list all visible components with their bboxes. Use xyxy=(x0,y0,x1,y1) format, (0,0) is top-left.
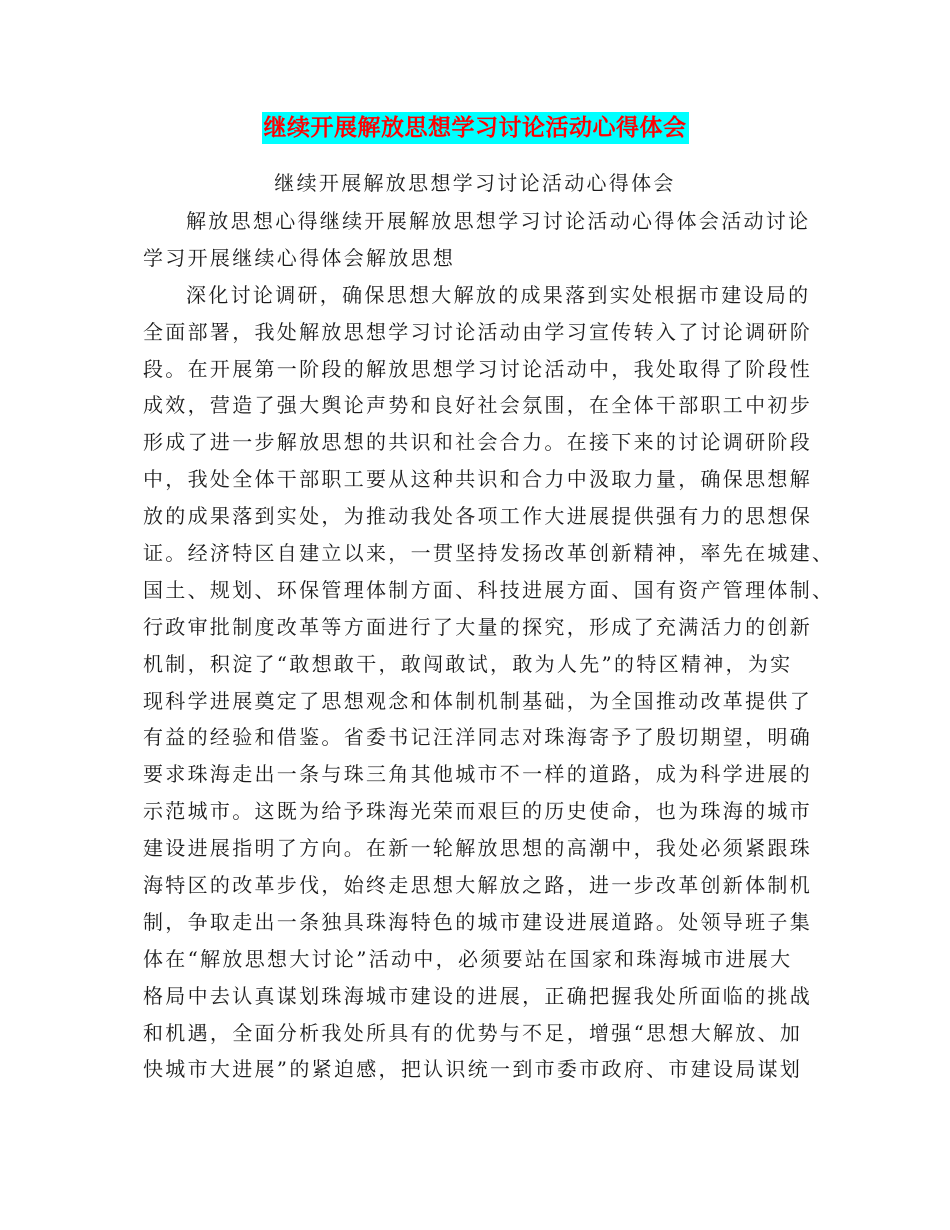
paragraph-line: 成效，营造了强大舆论声势和良好社会氛围，在全体干部职工中初步 xyxy=(143,393,812,418)
keywords-line: 解放思想心得继续开展解放思想学习讨论活动心得体会活动讨论 xyxy=(186,209,811,233)
paragraph-line: 有益的经验和借鉴。省委书记汪洋同志对珠海寄予了殷切期望，明确 xyxy=(143,725,812,750)
paragraph-line: 现科学进展奠定了思想观念和体制机制基础，为全国推动改革提供了 xyxy=(143,688,812,713)
paragraph-line: 国土、规划、环保管理体制方面、科技进展方面、国有资产管理体制、 xyxy=(143,577,835,602)
document-body xyxy=(143,203,835,1088)
paragraph-line: 海特区的改革步伐，始终走思想大解放之路，进一步改革创新体制机 xyxy=(143,873,812,898)
document-title: 继续开展解放思想学习讨论活动心得体会 xyxy=(262,112,689,144)
paragraph-line: 机制，积淀了“敢想敢干，敢闯敢试，敢为人先”的特区精神，为实 xyxy=(143,651,793,676)
paragraph-line: 建设进展指明了方向。在新一轮解放思想的高潮中，我处必须紧跟珠 xyxy=(143,836,812,861)
paragraph-line: 放的成果落到实处，为推动我处各项工作大进展提供强有力的思想保 xyxy=(143,504,812,529)
document-subtitle: 继续开展解放思想学习讨论活动心得体会 xyxy=(274,171,676,195)
paragraph-line: 证。经济特区自建立以来，一贯坚持发扬改革创新精神，率先在城建、 xyxy=(143,541,835,566)
keywords-line: 学习开展继续心得体会解放思想 xyxy=(143,245,456,270)
paragraph-line: 和机遇，全面分析我处所具有的优势与不足，增强“思想大解放、加 xyxy=(143,1020,803,1045)
paragraph-line: 形成了进一步解放思想的共识和社会合力。在接下来的讨论调研阶段 xyxy=(143,430,812,455)
title-container xyxy=(0,112,950,144)
paragraph-line: 全面部署，我处解放思想学习讨论活动由学习宣传转入了讨论调研阶 xyxy=(143,319,812,344)
paragraph-line: 要求珠海走出一条与珠三角其他城市不一样的道路，成为科学进展的 xyxy=(143,762,812,787)
paragraph-line: 快城市大进展”的紧迫感，把认识统一到市委市政府、市建设局谋划 xyxy=(143,1057,803,1082)
paragraph-line: 示范城市。这既为给予珠海光荣而艰巨的历史使命，也为珠海的城市 xyxy=(143,799,812,824)
paragraph-line: 深化讨论调研，确保思想大解放的成果落到实处根据市建设局的 xyxy=(186,282,811,307)
paragraph-line: 格局中去认真谋划珠海城市建设的进展，正确把握我处所面临的挑战 xyxy=(143,983,812,1008)
paragraph-line: 段。在开展第一阶段的解放思想学习讨论活动中，我处取得了阶段性 xyxy=(143,356,812,381)
paragraph-line: 制，争取走出一条独具珠海特色的城市建设进展道路。处领导班子集 xyxy=(143,909,812,934)
paragraph-line: 体在“解放思想大讨论”活动中，必须要站在国家和珠海城市进展大 xyxy=(143,946,793,971)
paragraph-line: 中，我处全体干部职工要从这种共识和合力中汲取力量，确保思想解 xyxy=(143,467,812,492)
paragraph-line: 行政审批制度改革等方面进行了大量的探究，形成了充满活力的创新 xyxy=(143,614,812,639)
